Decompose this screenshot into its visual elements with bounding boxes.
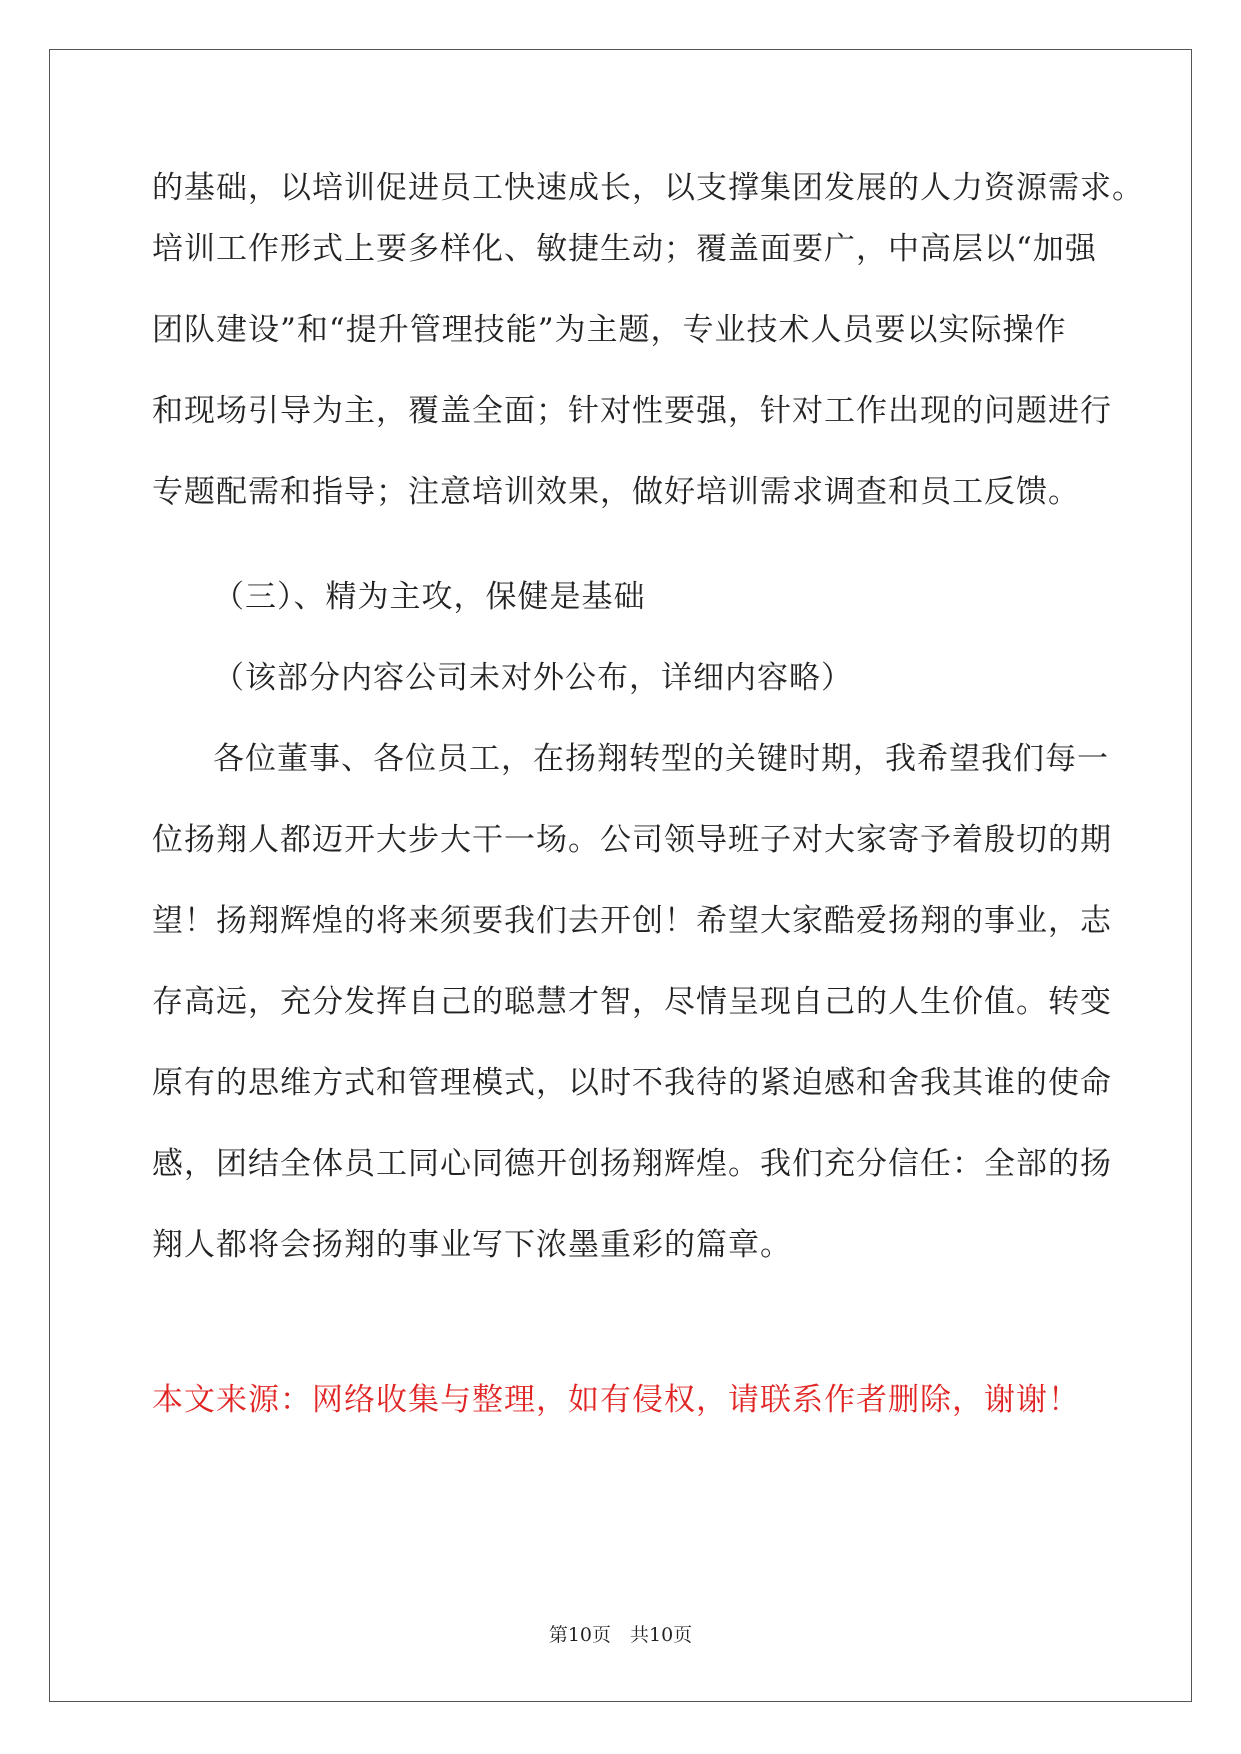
- body-line: 培训工作形式上要多样化、敏捷生动；覆盖面要广，中高层以“加强: [152, 231, 1097, 267]
- body-line: 的基础，以培训促进员工快速成长，以支撑集团发展的人力资源需求。: [152, 170, 1144, 206]
- body-line: 翔人都将会扬翔的事业写下浓墨重彩的篇章。: [152, 1227, 792, 1263]
- body-line: 原有的思维方式和管理模式，以时不我待的紧迫感和舍我其谁的使命: [152, 1065, 1112, 1101]
- body-line: 团队建设”和“提升管理技能”为主题，专业技术人员要以实际操作: [152, 312, 1067, 348]
- page-footer: 第10页 共10页: [548, 1624, 693, 1646]
- body-line: 望！扬翔辉煌的将来须要我们去开创！希望大家酷爱扬翔的事业，志: [152, 903, 1112, 939]
- section-heading: （三）、精为主攻，保健是基础: [213, 579, 646, 615]
- body-line: 存高远，充分发挥自己的聪慧才智，尽情呈现自己的人生价值。转变: [152, 984, 1112, 1020]
- body-line: 各位董事、各位员工，在扬翔转型的关键时期，我希望我们每一: [213, 741, 1109, 777]
- body-line: 专题配需和指导；注意培训效果，做好培训需求调查和员工反馈。: [152, 474, 1080, 510]
- page-border: [49, 49, 1192, 1702]
- body-line: （该部分内容公司未对外公布，详细内容略）: [213, 660, 853, 696]
- body-line: 和现场引导为主，覆盖全面；针对性要强，针对工作出现的问题进行: [152, 393, 1112, 429]
- body-line: 感，团结全体员工同心同德开创扬翔辉煌。我们充分信任：全部的扬: [152, 1146, 1112, 1182]
- body-line: 位扬翔人都迈开大步大干一场。公司领导班子对大家寄予着殷切的期: [152, 822, 1112, 858]
- source-note: 本文来源：网络收集与整理，如有侵权，请联系作者删除，谢谢！: [152, 1382, 1080, 1418]
